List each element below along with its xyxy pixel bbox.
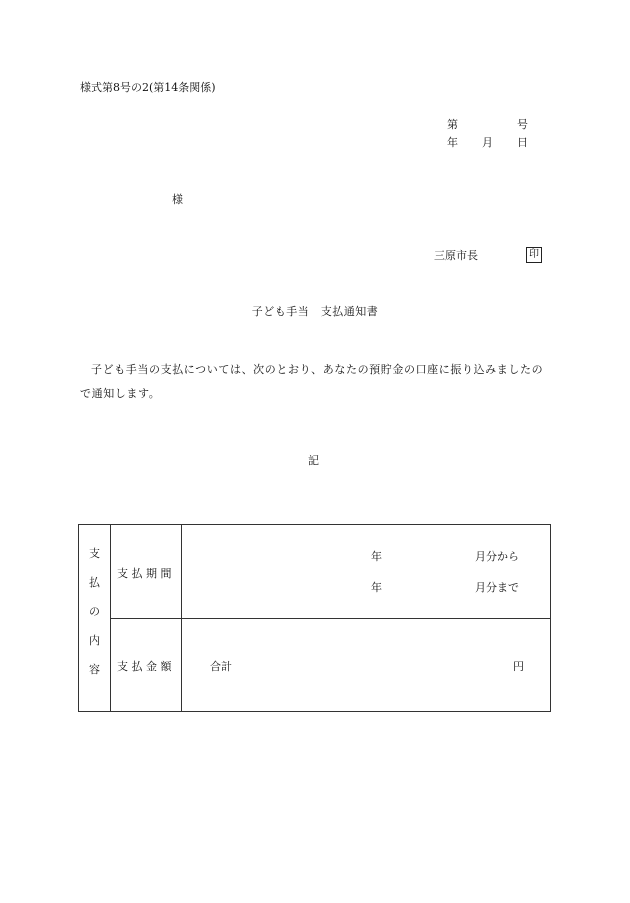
period-from-month: 月分から: [475, 550, 519, 563]
sender-name: 三原市長: [434, 249, 478, 262]
date-year: 年: [447, 136, 458, 149]
seal-mark: 印: [526, 247, 542, 263]
side-header-char: 容: [89, 663, 100, 676]
total-label: 合計: [210, 660, 232, 673]
yen-unit: 円: [513, 660, 524, 673]
side-header-char: の: [89, 605, 100, 618]
period-to-year: 年: [371, 581, 382, 594]
addressee-suffix: 様: [172, 193, 183, 206]
date-day: 日: [517, 136, 528, 149]
doc-number-dai: 第: [447, 118, 458, 131]
side-header-char: 払: [89, 576, 100, 589]
body-text: 子ども手当の支払については、次のとおり、あなたの預貯金の口座に振り込みましたので通知します。: [80, 363, 544, 400]
ki-heading: 記: [308, 454, 319, 467]
doc-number-go: 号: [517, 118, 528, 131]
form-number: 様式第8号の2(第14条関係): [80, 81, 216, 94]
payment-details-table: [78, 524, 551, 712]
amount-label: 支 払 金 額: [117, 660, 172, 673]
date-month: 月: [482, 136, 493, 149]
side-header-char: 支: [89, 547, 100, 560]
document-title: 子ども手当 支払通知書: [251, 305, 379, 318]
period-from-year: 年: [371, 550, 382, 563]
period-to-month: 月分まで: [475, 581, 519, 594]
side-header-char: 内: [89, 634, 100, 647]
period-label: 支 払 期 間: [117, 567, 172, 580]
side-header: [79, 547, 110, 692]
table-divider: [110, 618, 550, 619]
